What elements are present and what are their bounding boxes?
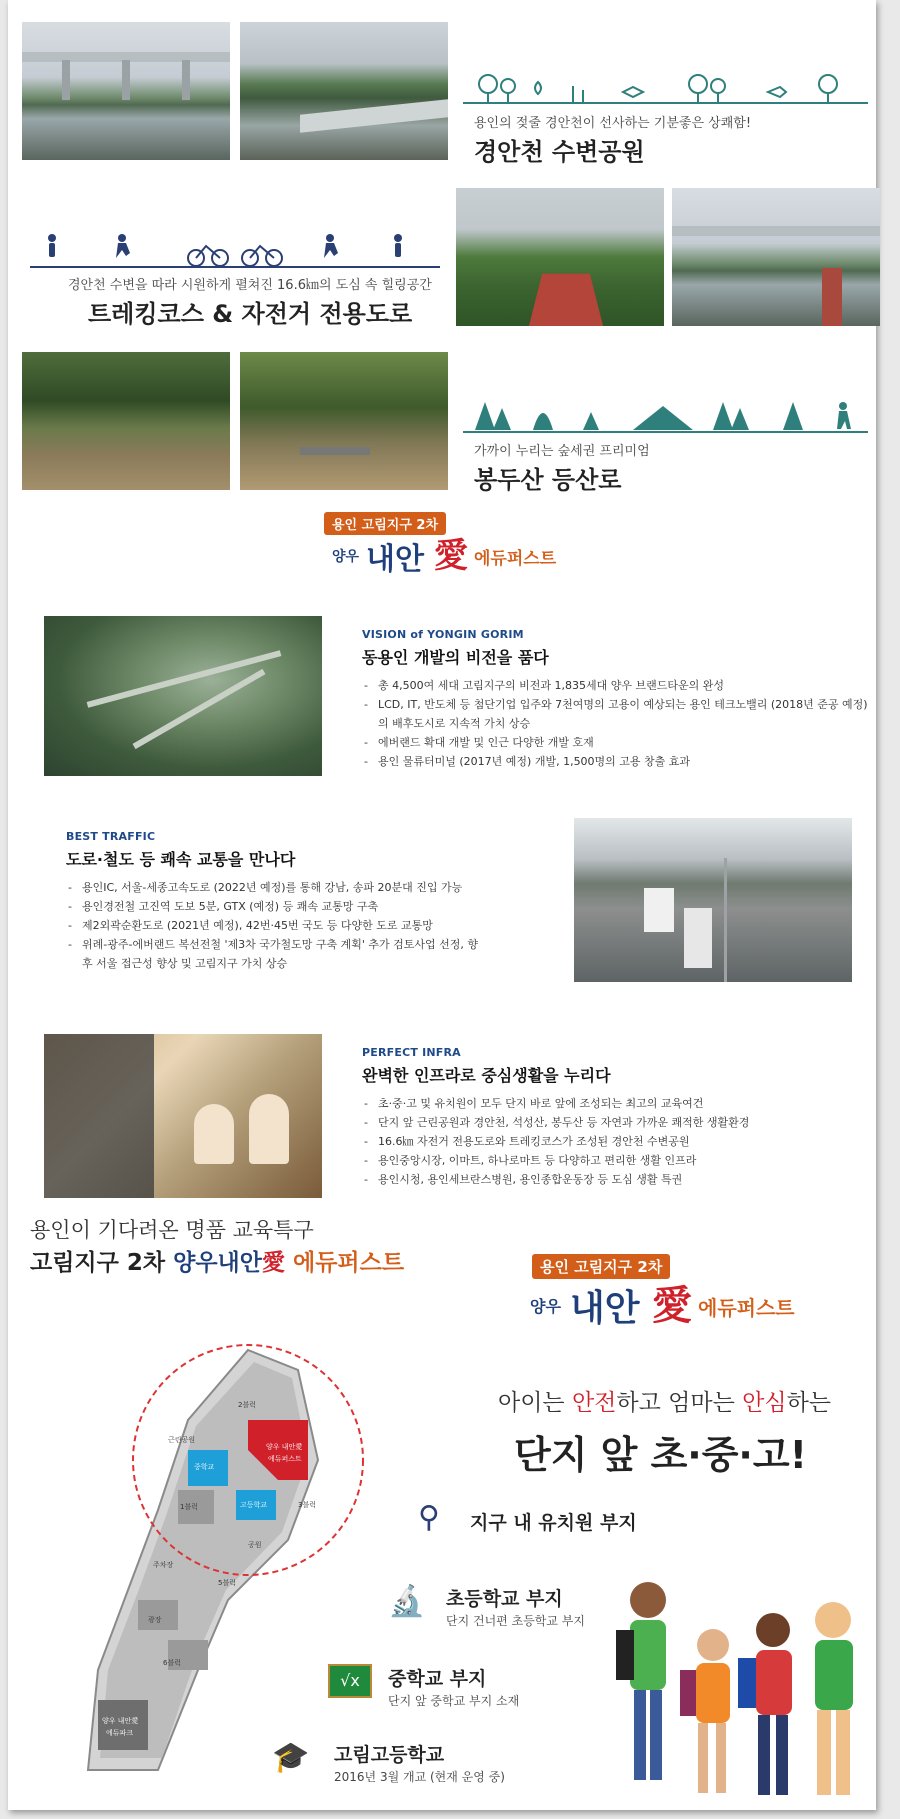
list-item: - 용인경전철 고진역 도보 5분, GTX (예정) 등 쾌속 교통망 구축 xyxy=(66,897,486,916)
map-block-5: 5블럭 xyxy=(218,1579,236,1587)
list-item: - 에버랜드 확대 개발 및 인근 다양한 개발 호재 xyxy=(362,733,872,752)
list-item: - 용인시청, 용인세브란스병원, 용인종합운동장 등 도심 생활 특권 xyxy=(362,1170,872,1189)
traffic-block xyxy=(66,830,486,973)
list-item: - 용인IC, 서울-세종고속도로 (2022년 예정)를 통해 강남, 송파 20분대 진입 가능 xyxy=(66,878,486,897)
microscope-icon: 🔬 xyxy=(388,1584,426,1619)
kids-photo xyxy=(598,1560,878,1805)
logo-suffix-2: 에듀퍼스트 xyxy=(698,1296,795,1320)
list-item: - 용인 물류터미널 (2017년 예정) 개발, 1,500명의 고용 창출 효과 xyxy=(362,752,872,771)
navy-divider xyxy=(30,266,440,268)
edu-line2-suffix: 에듀퍼스트 xyxy=(284,1250,405,1276)
list-item: - 용인중앙시장, 이마트, 하나로마트 등 다양하고 편리한 생활 인프라 xyxy=(362,1151,872,1170)
highway-photo xyxy=(574,818,852,982)
logo-main-2: 내안 xyxy=(570,1288,640,1329)
stream-park-title: 경안천 수변공원 xyxy=(474,138,645,166)
forest-decoration-svg xyxy=(463,398,868,432)
feature-title: 고림고등학교 xyxy=(334,1744,445,1766)
site-map xyxy=(68,1340,408,1780)
sports-decoration-svg xyxy=(30,232,440,268)
list-item: - 총 4,500여 세대 고림지구의 비전과 1,835세대 양우 브랜드타운의 완성 xyxy=(362,676,872,695)
traffic-list xyxy=(66,878,486,973)
trekking-title: 트레킹코스 & 자전거 전용도로 xyxy=(88,300,413,328)
map-gwangjang: 광장 xyxy=(148,1616,162,1624)
vision-list xyxy=(362,676,872,771)
tree-icons-row xyxy=(463,72,863,104)
infra-title: 완벽한 인프라로 중심생활을 누리다 xyxy=(362,1066,611,1085)
slogan-part: 아이는 xyxy=(498,1390,572,1416)
slogan-part: 하고 엄마는 xyxy=(616,1390,743,1416)
list-item: - 초·중·고 및 유치원이 모두 단지 바로 앞에 조성되는 최고의 교육여건 xyxy=(362,1094,872,1113)
logo-badge: 용인 고림지구 2차 xyxy=(324,512,446,535)
bridge-river-photo xyxy=(22,22,230,160)
vision-block xyxy=(362,628,872,771)
feature-sub: 2016년 3월 개교 (현재 운영 중) xyxy=(334,1770,505,1784)
feature-sub: 단지 건너편 초등학교 부지 xyxy=(446,1614,585,1628)
forest-trail-photo xyxy=(22,352,230,490)
tree-decoration-svg xyxy=(463,72,863,104)
feature-title: 중학교 부지 xyxy=(388,1668,487,1690)
slogan-highlight: 안심 xyxy=(742,1390,787,1416)
vision-title: 동용인 개발의 비전을 품다 xyxy=(362,648,549,667)
forest-icons-row xyxy=(463,398,868,432)
bike-path-photo xyxy=(456,188,664,326)
map-bottom-1: 양우 내안愛 xyxy=(102,1717,139,1725)
slogan xyxy=(498,1384,831,1417)
slogan-highlight: 안전 xyxy=(571,1390,617,1416)
mountain-subtitle: 가까이 누리는 숲세권 프리미엄 xyxy=(474,444,650,459)
teal-divider-2 xyxy=(463,431,868,433)
vision-label: VISION of YONGIN GORIM xyxy=(362,628,524,641)
slogan-big: 단지 앞 초·중·고! xyxy=(514,1433,807,1477)
map-block-3: 3블럭 xyxy=(298,1501,316,1509)
classroom-photo xyxy=(44,1034,322,1198)
teal-divider xyxy=(463,102,868,104)
page xyxy=(8,0,876,1810)
weir-river-photo xyxy=(240,22,448,160)
infra-block xyxy=(362,1046,872,1189)
feature-sub: 단지 앞 중학교 부지 소재 xyxy=(388,1694,520,1708)
map-gong: 공원 xyxy=(248,1541,262,1549)
list-item: - 단지 앞 근린공원과 경안천, 석성산, 봉두산 등 자연과 가까운 쾌적한 생활환경 xyxy=(362,1113,872,1132)
compass-icon: ⚲ xyxy=(418,1500,440,1535)
map-high-label: 고등학교 xyxy=(240,1501,268,1509)
edu-line2-brand: 양우내안 xyxy=(173,1250,262,1276)
aerial-photo xyxy=(44,616,322,776)
logo-suffix: 에듀퍼스트 xyxy=(474,549,557,569)
map-parking: 주차장 xyxy=(153,1561,174,1569)
infra-label: PERFECT INFRA xyxy=(362,1046,461,1059)
bridge-path-photo xyxy=(672,188,880,326)
edu-line2-love: 愛 xyxy=(261,1250,285,1276)
stream-park-subtitle: 용인의 젖줄 경안천이 선사하는 기분좋은 상쾌함! xyxy=(474,116,752,131)
logo-badge-2: 용인 고림지구 2차 xyxy=(532,1254,670,1279)
trekking-subtitle: 경안천 수변을 따라 시원하게 펼쳐진 16.6㎞의 도심 속 힐링공간 xyxy=(68,278,432,293)
traffic-title: 도로·철도 등 쾌속 교통을 만나다 xyxy=(66,850,296,869)
logo-prefix: 양우 xyxy=(332,549,360,565)
infra-list xyxy=(362,1094,872,1189)
map-block-2: 2블럭 xyxy=(238,1401,256,1409)
brand-logo xyxy=(322,512,582,592)
outdoor-gym-photo xyxy=(240,352,448,490)
map-block-1: 1블럭 xyxy=(180,1503,198,1511)
brand-logo-2 xyxy=(526,1254,846,1344)
list-item: - 16.6㎞ 자전거 전용도로와 트레킹코스가 조성된 경안천 수변공원 xyxy=(362,1132,872,1151)
traffic-label: BEST TRAFFIC xyxy=(66,830,156,843)
math-board-icon: √x xyxy=(328,1664,372,1698)
logo-love: 愛 xyxy=(434,536,468,576)
feature-title: 초등학교 부지 xyxy=(446,1588,563,1610)
map-mid-label: 중학교 xyxy=(194,1463,215,1471)
map-park-label: 근린공원 xyxy=(168,1436,196,1444)
edu-line2-prefix: 고림지구 2차 xyxy=(30,1250,174,1276)
list-item: - LCD, IT, 반도체 등 첨단기업 입주와 7천여명의 고용이 예상되는 용인 테크노밸리 (2018년 준공 예정)의 배후도시로 지속적 가치 상승 xyxy=(362,695,872,733)
logo-prefix-2: 양우 xyxy=(530,1297,561,1316)
logo-main: 내안 xyxy=(366,542,424,577)
list-item: - 제2외곽순환도로 (2021년 예정), 42번·45번 국도 등 다양한 도로 교통망 xyxy=(66,916,486,935)
slogan-part: 하는 xyxy=(786,1390,831,1416)
edu-line2 xyxy=(30,1244,404,1277)
feature-title: 지구 내 유치원 부지 xyxy=(470,1512,637,1534)
graduation-cap-icon: 🎓 xyxy=(272,1740,310,1775)
kids-svg xyxy=(598,1560,878,1805)
logo-love-2: 愛 xyxy=(652,1283,692,1329)
map-site-label-b: 에듀퍼스트 xyxy=(268,1455,302,1463)
mountain-title: 봉두산 등산로 xyxy=(474,466,622,494)
map-site-label-a: 양우 내안愛 xyxy=(266,1443,303,1451)
edu-line1: 용인이 기다려온 명품 교육특구 xyxy=(30,1218,314,1242)
list-item: - 위례-광주-에버랜드 복선전철 '제3차 국가철도망 구축 계획' 추가 검토사업 선정, 향후 서울 접근성 향상 및 고림지구 가치 상승 xyxy=(66,935,486,973)
sport-icons-row xyxy=(30,232,440,268)
map-bottom-2: 에듀파크 xyxy=(106,1729,134,1737)
map-block-6: 6블럭 xyxy=(163,1659,181,1667)
